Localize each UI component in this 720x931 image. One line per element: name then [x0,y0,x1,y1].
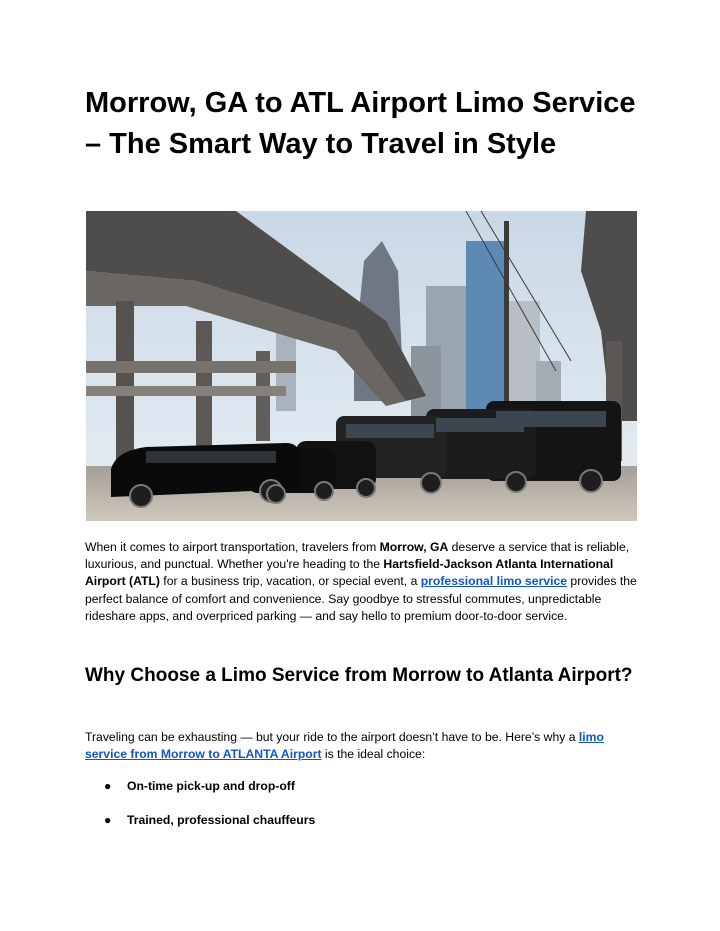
intro-text-3: for a business trip, vacation, or special event, a [159,574,421,589]
intro-text-4: provides the perfect balance of comfort and convenience. Say goodbye to stressful commutes, unpredictable rideshare apps, and overpriced parking — and say hello to premium door-to-door service. [85,574,637,623]
list-item [85,812,625,829]
why-text-2: is the ideal choice: [321,747,426,762]
bullet-icon: ● [104,813,112,827]
intro-bold-airport: Hartsfield-Jackson Atlanta International Airport (ATL) [85,557,614,589]
why-paragraph [85,729,640,763]
intro-bold-morrow: Morrow, GA [379,540,449,554]
limo-service-morrow-link[interactable]: limo service from Morrow to ATLANTA Airport [85,730,604,762]
feature-list [85,778,625,846]
hero-image-limo-fleet [86,211,637,521]
list-item-text: Trained, professional chauffeurs [127,813,316,827]
intro-text-2: deserve a service that is reliable, luxurious, and punctual. Whether you're heading to the [85,540,630,572]
bullet-icon: ● [104,779,112,793]
page-title: Morrow, GA to ATL Airport Limo Service – The Smart Way to Travel in Style [85,87,636,160]
intro-text-1: When it comes to airport transportation, travelers from [85,540,380,554]
list-item-text: On-time pick-up and drop-off [127,779,295,793]
intro-paragraph [85,539,640,625]
professional-limo-service-link[interactable]: professional limo service [420,574,568,589]
section-heading: Why Choose a Limo Service from Morrow to Atlanta Airport? [85,665,633,686]
why-text-1: Traveling can be exhausting — but your ride to the airport doesn’t have to be. Here’s why a [85,730,579,744]
list-item [85,778,625,795]
